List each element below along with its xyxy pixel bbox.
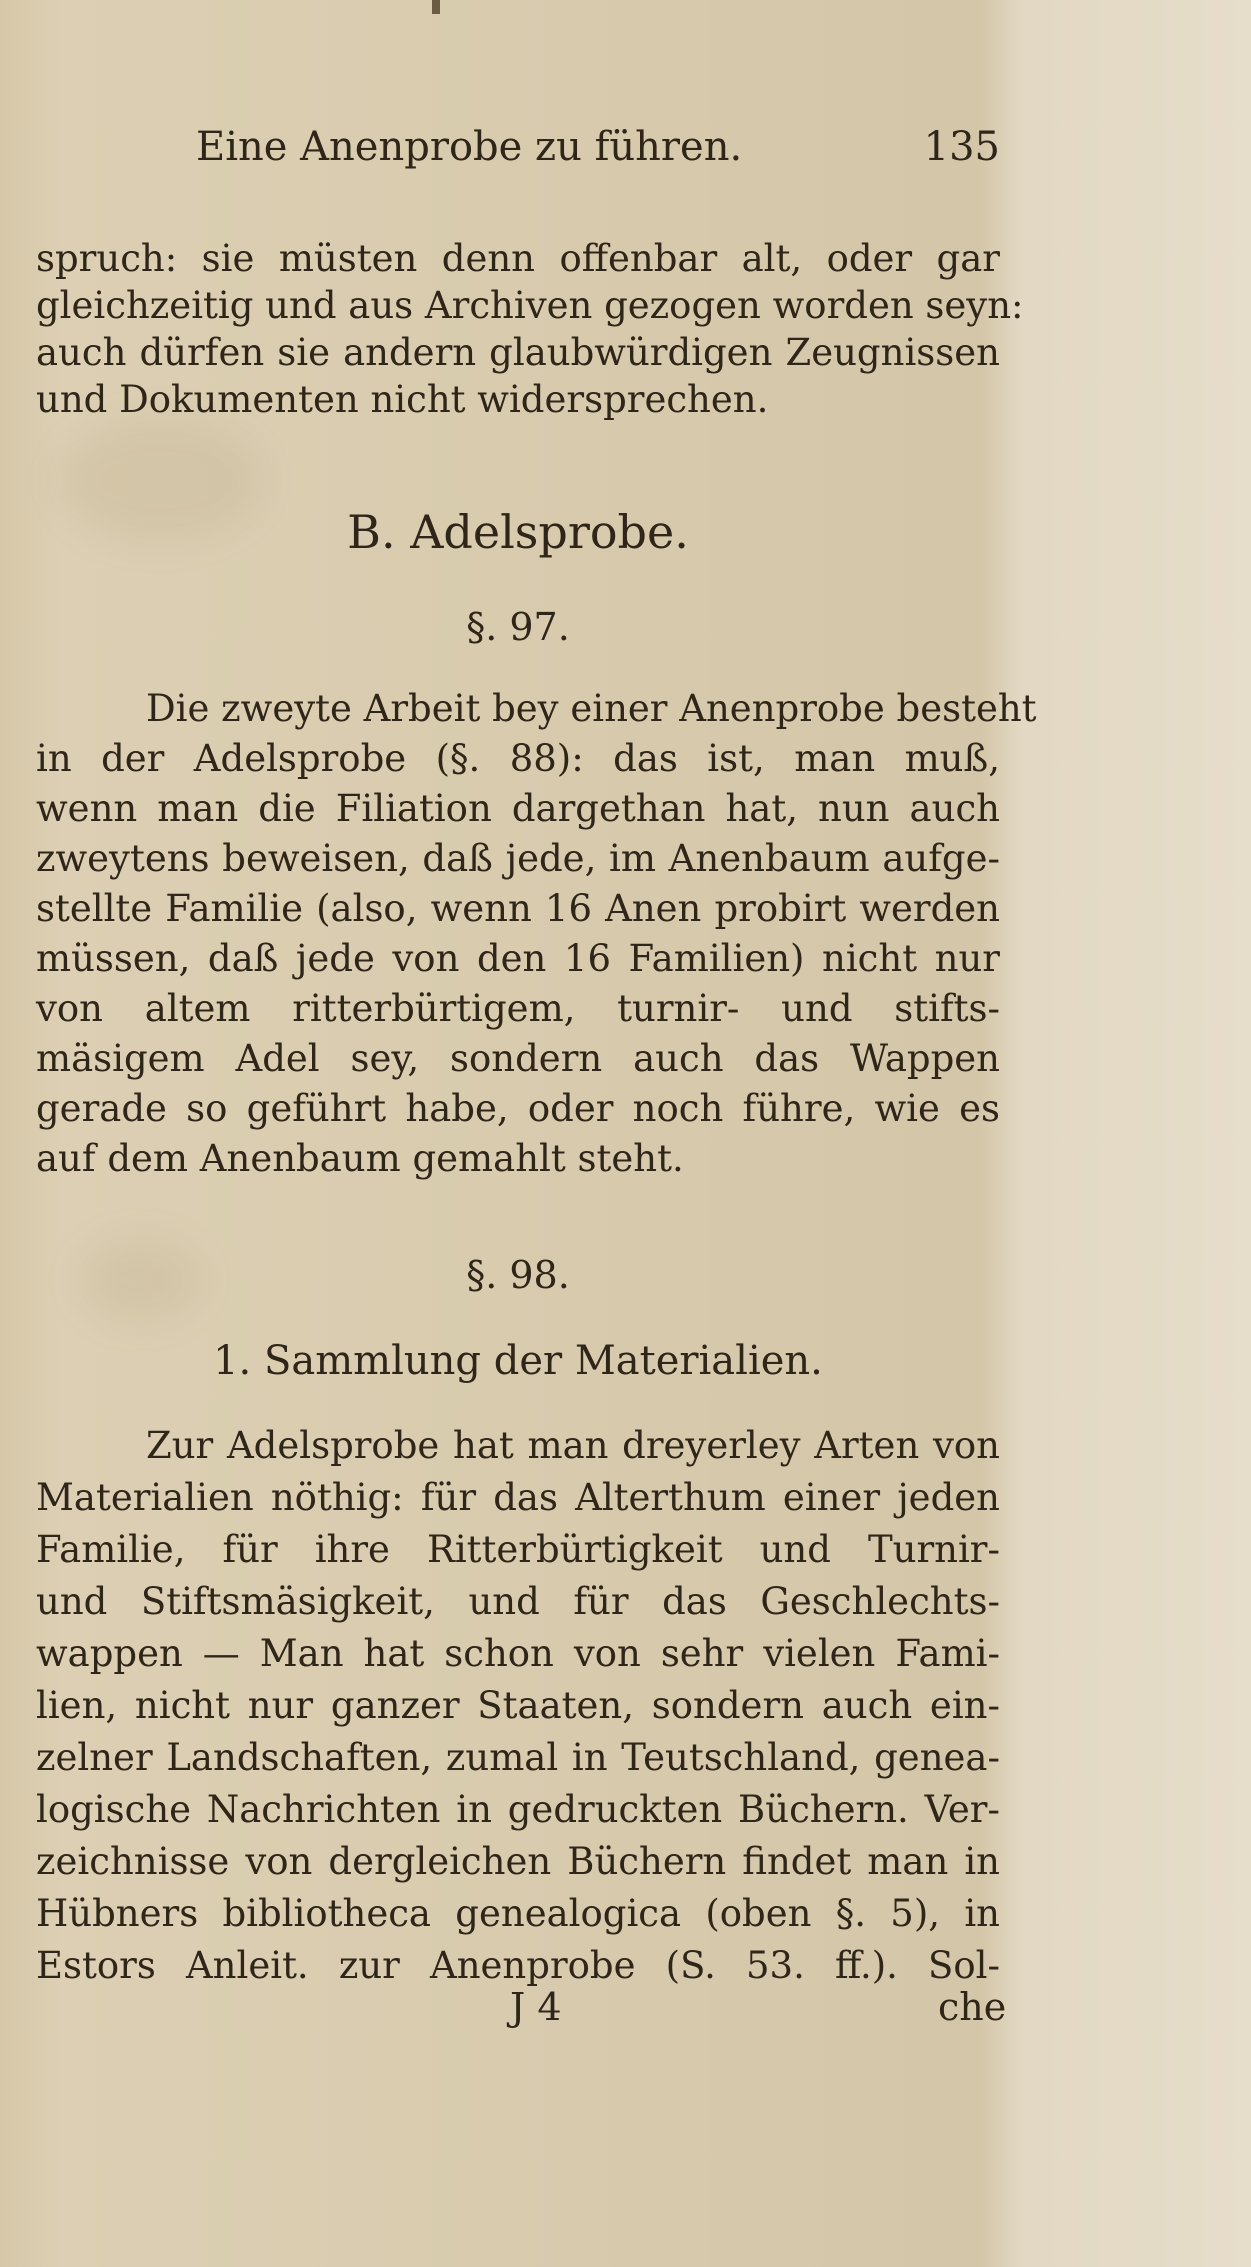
text-line: gerade so geführt habe, oder noch führe, wie es <box>36 1087 1000 1130</box>
text-line: Materialien nöthig: für das Alterthum einer jeden <box>36 1476 1000 1519</box>
text-line: spruch: sie müsten denn offenbar alt, oder gar <box>36 237 1000 280</box>
section-number: §. 98. <box>466 1253 570 1297</box>
text-line: Estors Anleit. zur Anenprobe (S. 53. ff.). Sol- <box>36 1944 1000 1987</box>
text-line: zweytens beweisen, daß jede, im Anenbaum aufge- <box>36 837 1000 880</box>
text-line: Hübners bibliotheca genealogica (oben §. 5), in <box>36 1892 1000 1935</box>
text-line: logische Nachrichten in gedruckten Büchern. Ver- <box>36 1788 1000 1831</box>
page-top-mark <box>432 0 440 14</box>
text-line: mäsigem Adel sey, sondern auch das Wappen <box>36 1037 1000 1080</box>
text-line: lien, nicht nur ganzer Staaten, sondern auch ein- <box>36 1684 1000 1727</box>
text-line: zeichnisse von dergleichen Büchern findet man in <box>36 1840 1000 1883</box>
text-line: in der Adelsprobe (§. 88): das ist, man muß, <box>36 737 1000 780</box>
running-title: Eine Anenprobe zu führen. <box>196 124 743 170</box>
running-header <box>36 124 1000 180</box>
text-line: wappen — Man hat schon von sehr vielen Fami- <box>36 1632 1000 1675</box>
subsection-heading: 1. Sammlung der Materialien. <box>213 1338 823 1384</box>
text-line: Familie, für ihre Ritterbürtigkeit und Turnir- <box>36 1528 1000 1571</box>
catchword: che <box>938 1985 1007 2029</box>
text-line: auch dürfen sie andern glaubwürdigen Zeugnissen <box>36 331 1000 374</box>
text-line: und Dokumenten nicht widersprechen. <box>36 378 769 421</box>
text-line: wenn man die Filiation dargethan hat, nun auch <box>36 787 1000 830</box>
section-number: §. 97. <box>466 605 570 649</box>
text-line: stellte Familie (also, wenn 16 Anen probirt werden <box>36 887 1000 930</box>
text-line: auf dem Anenbaum gemahlt steht. <box>36 1137 684 1180</box>
text-line: Zur Adelsprobe hat man dreyerley Arten von <box>146 1424 1000 1467</box>
section-heading: B. Adelsprobe. <box>347 505 689 559</box>
text-line: gleichzeitig und aus Archiven gezogen worden seyn: <box>36 284 1024 327</box>
text-line: müssen, daß jede von den 16 Familien) nicht nur <box>36 937 1000 980</box>
signature-mark: J 4 <box>510 1985 562 2029</box>
page-number: 135 <box>923 124 1000 170</box>
text-line: Die zweyte Arbeit bey einer Anenprobe besteht <box>146 687 1037 730</box>
text-line: und Stiftsmäsigkeit, und für das Geschlechts- <box>36 1580 1000 1623</box>
text-line: von altem ritterbürtigem, turnir- und stifts- <box>36 987 1000 1030</box>
text-line: zelner Landschaften, zumal in Teutschland, genea- <box>36 1736 1000 1779</box>
